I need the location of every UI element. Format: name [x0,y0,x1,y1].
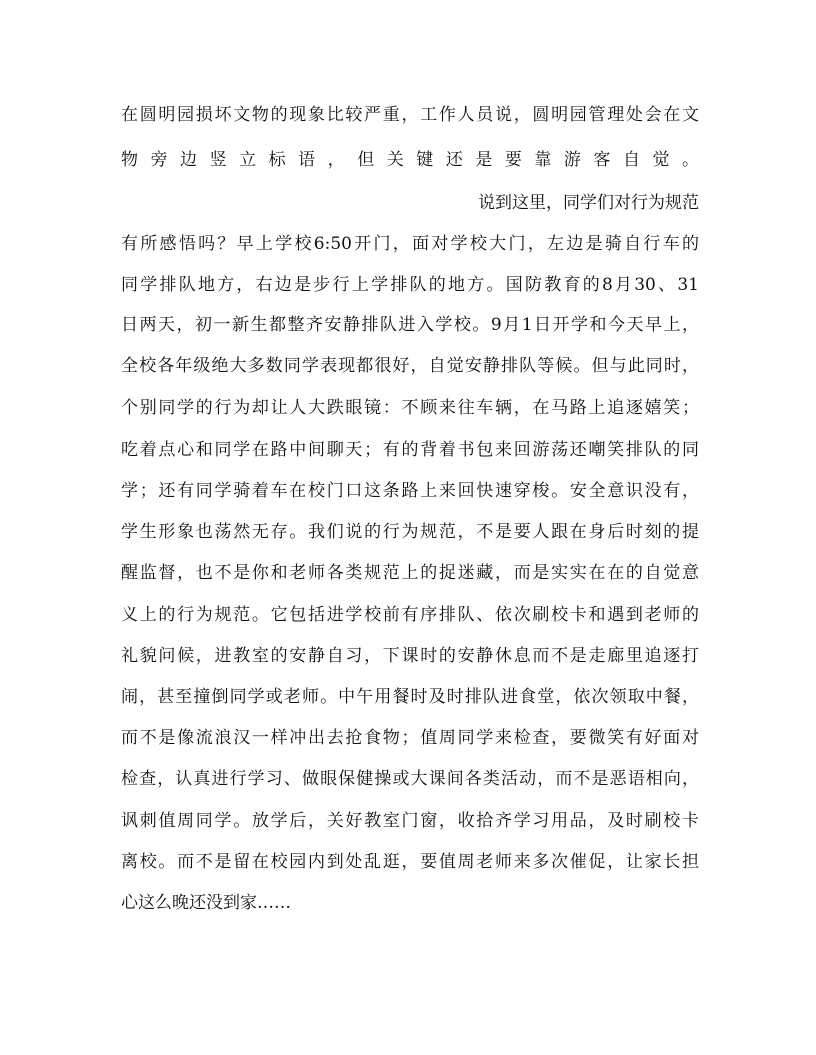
text-line: 说到这里，同学们对行为规范 [478,193,699,213]
text-line: 醒监督，也不是你和老师各类规范上的捉迷藏，而是实实在在的自觉意 [121,563,699,583]
text-line: 在圆明园损坏文物的现象比较严重，工作人员说，圆明园管理处会在文 [121,105,699,125]
text-line: 物旁边竖立标语，但关键还是要靠游客自觉。 [121,150,699,170]
text-line: 义上的行为规范。它包括进学校前有序排队、依次刷校卡和遇到老师的 [121,605,699,625]
text-line: 闹，甚至撞倒同学或老师。中午用餐时及时排队进食堂，依次领取中餐， [121,687,699,707]
text-line: 检查，认真进行学习、做眼保健操或大课间各类活动，而不是恶语相向， [121,769,699,789]
text-line: 学生形象也荡然无存。我们说的行为规范，不是要人跟在身后时刻的提 [121,522,699,542]
text-line: 离校。而不是留在校园内到处乱逛，要值周老师来多次催促，让家长担 [121,852,699,872]
text-line: 吃着点心和同学在路中间聊天；有的背着书包来回游荡还嘲笑排队的同 [121,440,699,460]
text-line: 礼貌问候，进教室的安静自习，下课时的安静休息而不是走廊里追逐打 [121,646,699,666]
text-line: 有所感悟吗？早上学校6:50开门，面对学校大门，左边是骑自行车的 [121,234,699,254]
text-line: 全校各年级绝大多数同学表现都很好，自觉安静排队等候。但与此同时， [121,356,699,376]
text-line: 而不是像流浪汉一样冲出去抢食物；值周同学来检查，要微笑有好面对 [121,728,699,748]
text-line: 学；还有同学骑着车在校门口这条路上来回快速穿梭。安全意识没有， [121,481,699,501]
text-line: 个别同学的行为却让人大跌眼镜：不顾来往车辆，在马路上追逐嬉笑； [121,398,699,418]
text-line: 日两天，初一新生都整齐安静排队进入学校。9月1日开学和今天早上， [121,315,699,335]
text-line: 讽刺值周同学。放学后，关好教室门窗，收拾齐学习用品，及时刷校卡 [121,811,699,831]
text-line: 同学排队地方，右边是步行上学排队的地方。国防教育的8月30、31 [121,275,699,295]
text-line: 心这么晚还没到家…… [121,893,291,913]
